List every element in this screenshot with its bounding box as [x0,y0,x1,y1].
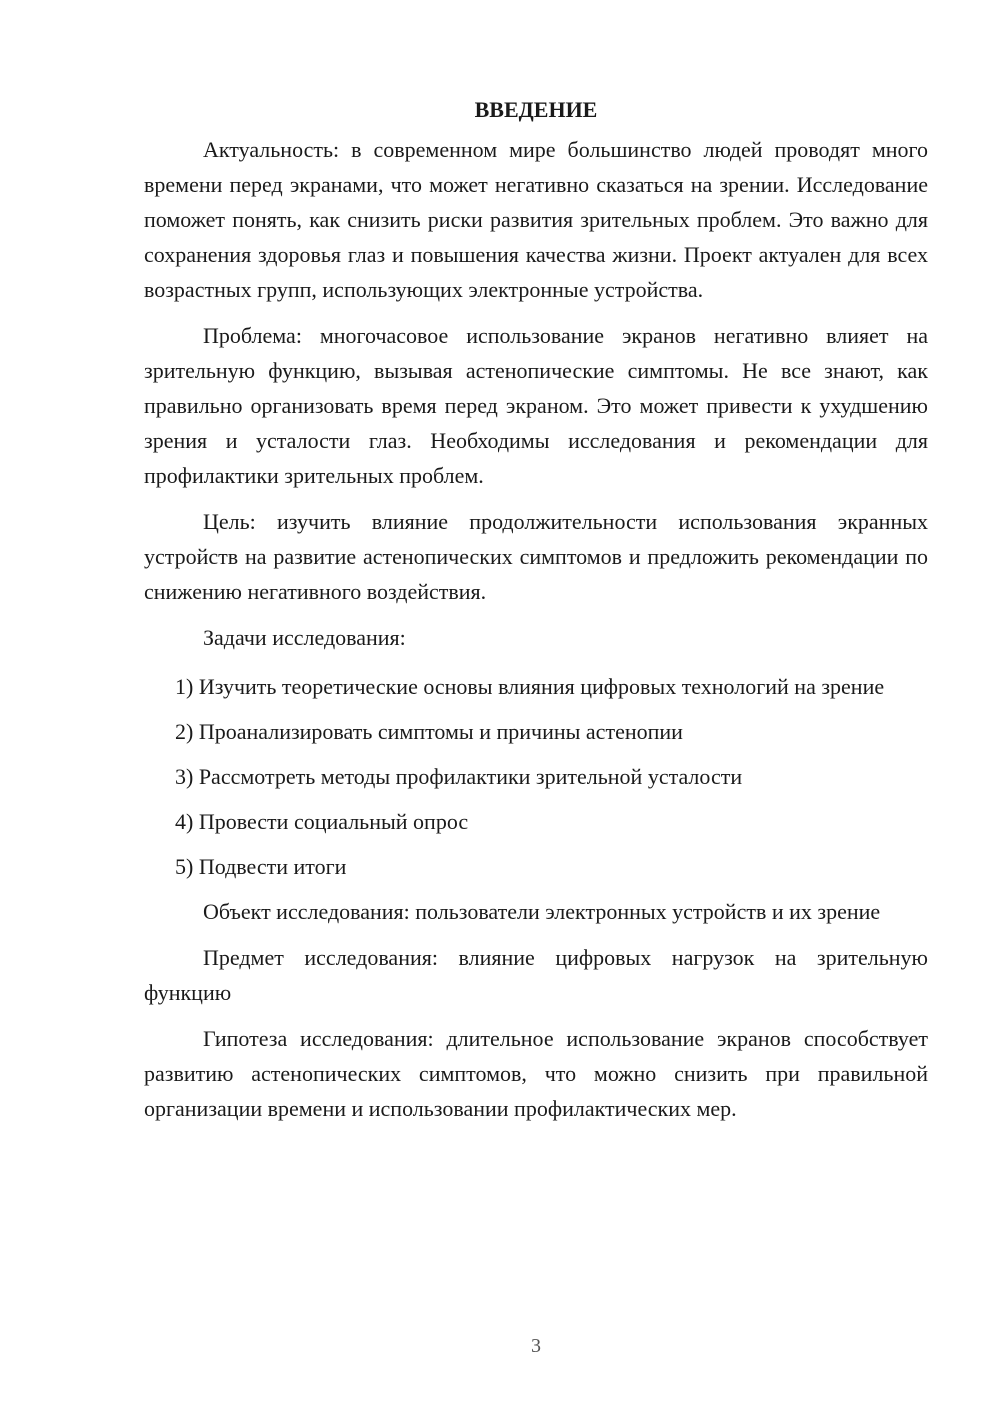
tasks-list [144,669,928,884]
paragraph-object: Объект исследования: пользователи электронных устройств и их зрение [203,899,881,924]
paragraph-goal: Цель: изучить влияние продолжительности использования экранных устройств на развитие астенопических симптомов и предложить рекомендации по снижению негативного воздействия. [144,509,928,604]
list-item: 5) Подвести итоги [175,854,347,879]
list-item: 2) Проанализировать симптомы и причины астенопии [175,719,683,744]
tasks-heading: Задачи исследования: [203,625,406,650]
paragraph-subject: Предмет исследования: влияние цифровых нагрузок на зрительную функцию [144,945,928,1005]
list-item: 3) Рассмотреть методы профилактики зрительной усталости [175,764,743,789]
page-number: 3 [531,1335,541,1357]
list-item: 4) Провести социальный опрос [175,809,469,834]
section-title: ВВЕДЕНИЕ [474,97,598,122]
paragraph-hypothesis: Гипотеза исследования: длительное использование экранов способствует развитию астенопических симптомов, что можно снизить при правильной организации времени и использовании профилактических мер. [144,1026,928,1121]
list-item: 1) Изучить теоретические основы влияния цифровых технологий на зрение [175,674,885,699]
document-body [144,92,928,1137]
paragraph-relevance: Актуальность: в современном мире большинство людей проводят много времени перед экранами, что может негативно сказаться на зрении. Исследование поможет понять, как снизить риски развития зрительных проблем. Это важно для сохранения здоровья глаз и повышения качества жизни. Проект актуален для всех возрастных групп, использующих электронные устройства. [144,137,928,302]
paragraph-problem: Проблема: многочасовое использование экранов негативно влияет на зрительную функцию, вызывая астенопические симптомы. Не все знают, как правильно организовать время перед экраном. Это может привести к ухудшению зрения и усталости глаз. Необходимы исследования и рекомендации для профилактики зрительных проблем. [144,323,928,488]
